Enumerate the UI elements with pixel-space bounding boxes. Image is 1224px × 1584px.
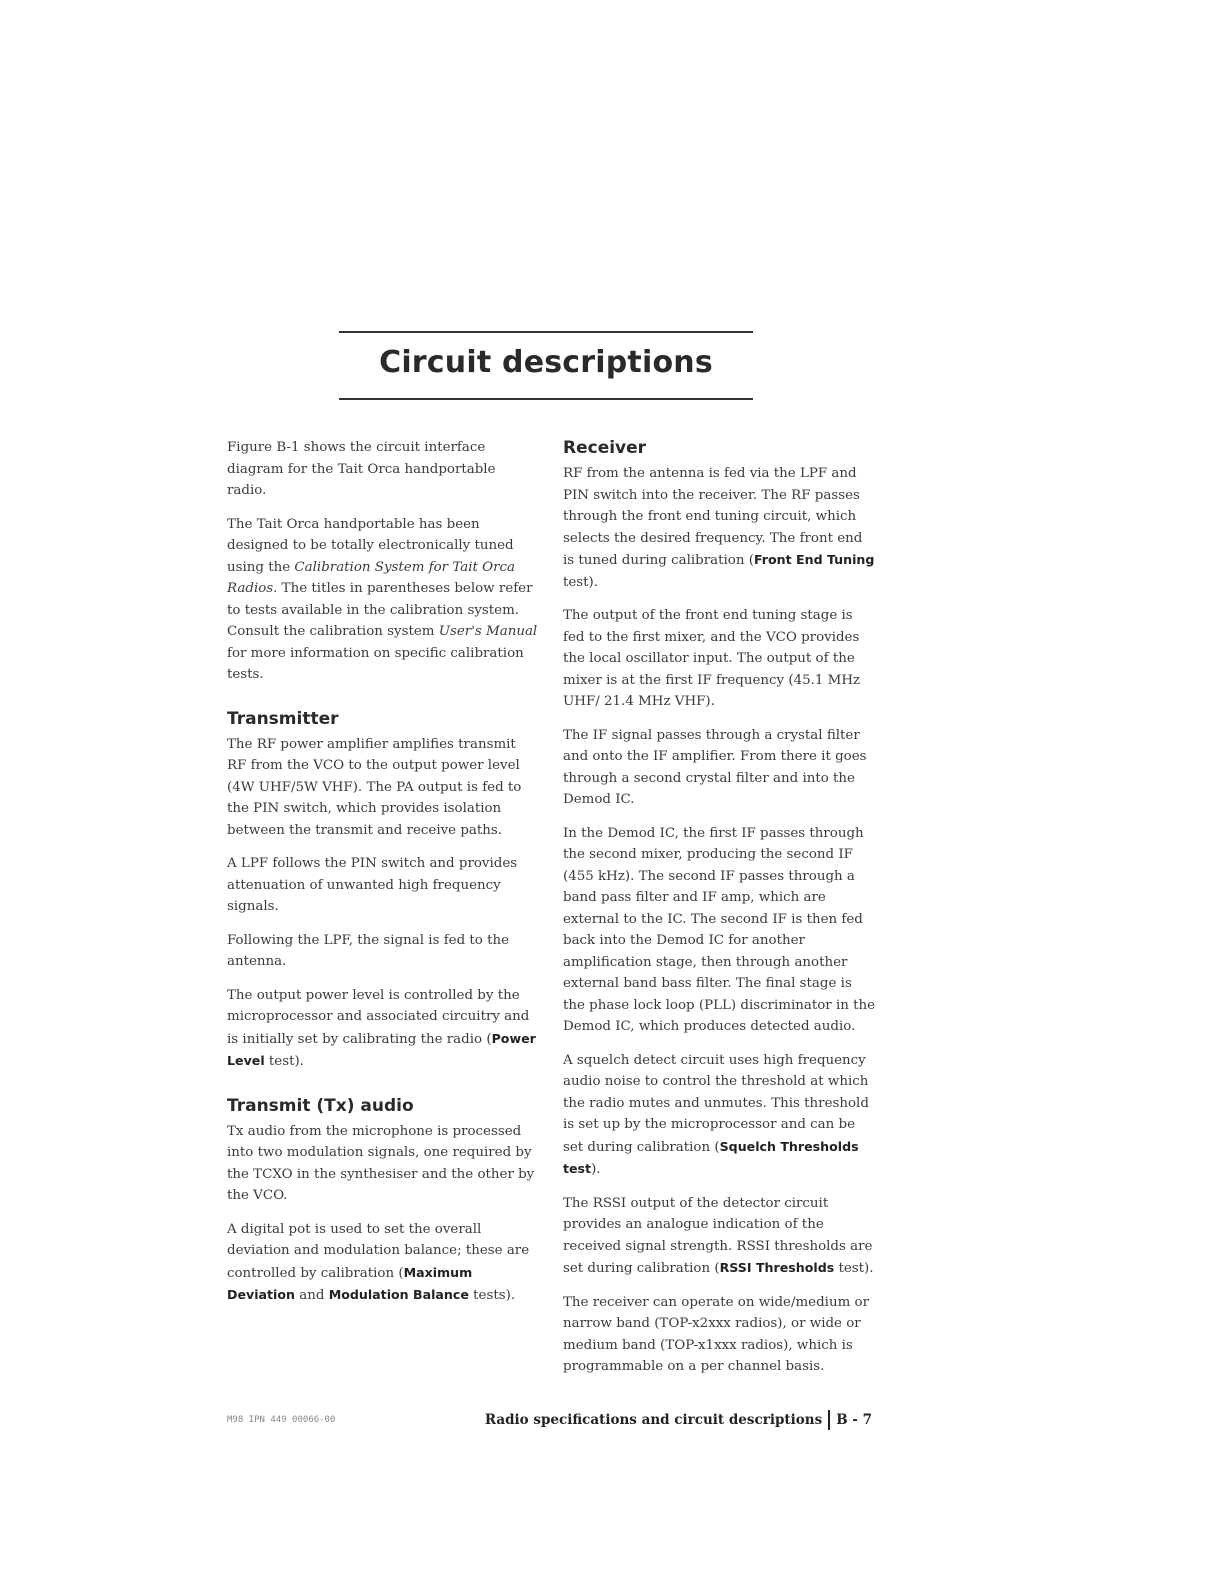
receiver-paragraph-5 xyxy=(563,1050,877,1181)
intro2-text-b: . The titles in parentheses below refer to tests available in the calibration system. Consult the calibration system xyxy=(227,581,533,639)
footer-document-code: M98 IPN 449 00066-00 xyxy=(227,1415,336,1425)
rx1-text-a: RF from the antenna is fed via the LPF and PIN switch into the receiver. The RF passes through the front end tuning circuit, which selects the desired frequency. The front end is tuned during calibration ( xyxy=(563,466,863,568)
front-end-tuning-test-name: Front End Tuning xyxy=(753,552,875,567)
intro-paragraph-2 xyxy=(227,514,539,686)
rx6-text-b: test). xyxy=(834,1261,874,1276)
maximum-deviation-test-name: Maximum Deviation xyxy=(227,1264,473,1302)
title-rule-top xyxy=(339,331,753,333)
tx4-text-b: test). xyxy=(264,1054,304,1069)
calibration-system-title: Calibration System for Tait Orca Radios xyxy=(227,559,515,596)
left-column xyxy=(227,437,539,1319)
ta2-text-c: tests). xyxy=(468,1288,516,1303)
transmitter-paragraph-2: A LPF follows the PIN switch and provides attenuation of unwanted high frequency signals. xyxy=(227,856,518,914)
page-number: B - 7 xyxy=(836,1412,872,1428)
receiver-paragraph-4: In the Demod IC, the first IF passes through the second mixer, producing the second IF (455 kHz). The second IF passes through a band pass filter and IF amp, which are external to the IC. The second IF is then fed back into the Demod IC for another amplification stage, then through another external band bass filter. The final stage is the phase lock loop (PLL) discriminator in the Demod IC, which produces detected audio. xyxy=(563,825,876,1034)
receiver-paragraph-7: The receiver can operate on wide/medium or narrow band (TOP-x2xxx radios), or wide or medium band (TOP-x1xxx radios), which is programmable on a per channel basis. xyxy=(563,1294,869,1374)
receiver-heading: Receiver xyxy=(563,438,647,458)
intro2-text-a: The Tait Orca handportable has been designed to be totally electronically tuned using the xyxy=(227,516,514,575)
receiver-paragraph-3: The IF signal passes through a crystal filter and onto the IF amplifier. From there it goes through a second crystal filter and into the Demod IC. xyxy=(563,727,867,807)
footer-section-title: Radio specifications and circuit descriptions xyxy=(484,1412,823,1428)
squelch-thresholds-test-name: Squelch Thresholds test xyxy=(563,1138,859,1176)
transmitter-paragraph-4 xyxy=(227,985,539,1073)
transmit-audio-heading: Transmit (Tx) audio xyxy=(227,1095,414,1116)
footer-running-title xyxy=(485,1410,872,1430)
page-title: Circuit descriptions xyxy=(379,345,713,380)
title-rule-bottom xyxy=(339,398,753,400)
tx-audio-paragraph-2 xyxy=(227,1219,539,1307)
modulation-balance-test-name: Modulation Balance xyxy=(328,1287,469,1302)
intro2-text-c: for more information on specific calibration tests. xyxy=(227,645,524,682)
rx5-text-b: ). xyxy=(591,1162,601,1177)
right-column xyxy=(563,437,877,1390)
transmitter-paragraph-3: Following the LPF, the signal is fed to the antenna. xyxy=(227,932,510,969)
ta2-text-a: A digital pot is used to set the overall deviation and modulation balance; these are controlled by calibration ( xyxy=(227,1221,530,1281)
users-manual-title: User's Manual xyxy=(438,624,538,639)
receiver-paragraph-6 xyxy=(563,1193,877,1280)
tx4-text-a: The output power level is controlled by the microprocessor and associated circuitry and is initially set by calibrating the radio ( xyxy=(227,987,530,1047)
rx5-text-a: A squelch detect circuit uses high frequency audio noise to control the threshold at which the radio mutes and unmutes. This threshold is set up by the microprocessor and can be set during calibration ( xyxy=(563,1052,869,1155)
receiver-paragraph-2: The output of the front end tuning stage is fed to the first mixer, and the VCO provides the local oscillator input. The output of the mixer is at the first IF frequency (45.1 MHz UHF/ 21.4 MHz VHF). xyxy=(563,608,861,709)
power-level-test-name: Power Level xyxy=(227,1030,536,1068)
transmitter-heading: Transmitter xyxy=(227,708,339,729)
footer-divider xyxy=(828,1410,830,1430)
rx1-text-b: test). xyxy=(563,574,599,590)
receiver-paragraph-1 xyxy=(563,463,877,593)
tx-audio-paragraph-1: Tx audio from the microphone is processed into two modulation signals, one required by the TCXO in the synthesiser and the other by the VCO. xyxy=(227,1123,535,1203)
transmitter-paragraph-1: The RF power amplifier amplifies transmit RF from the VCO to the output power level (4W UHF/5W VHF). The PA output is fed to the PIN switch, which provides isolation between the transmit and receive paths. xyxy=(227,736,522,838)
ta2-text-b: and xyxy=(294,1288,329,1303)
rssi-thresholds-test-name: RSSI Thresholds xyxy=(719,1260,835,1275)
rx6-text-a: The RSSI output of the detector circuit provides an analogue indication of the received signal strength. RSSI thresholds are set during calibration ( xyxy=(563,1195,873,1276)
intro-paragraph-1: Figure B-1 shows the circuit interface diagram for the Tait Orca handportable radio. xyxy=(227,440,496,498)
